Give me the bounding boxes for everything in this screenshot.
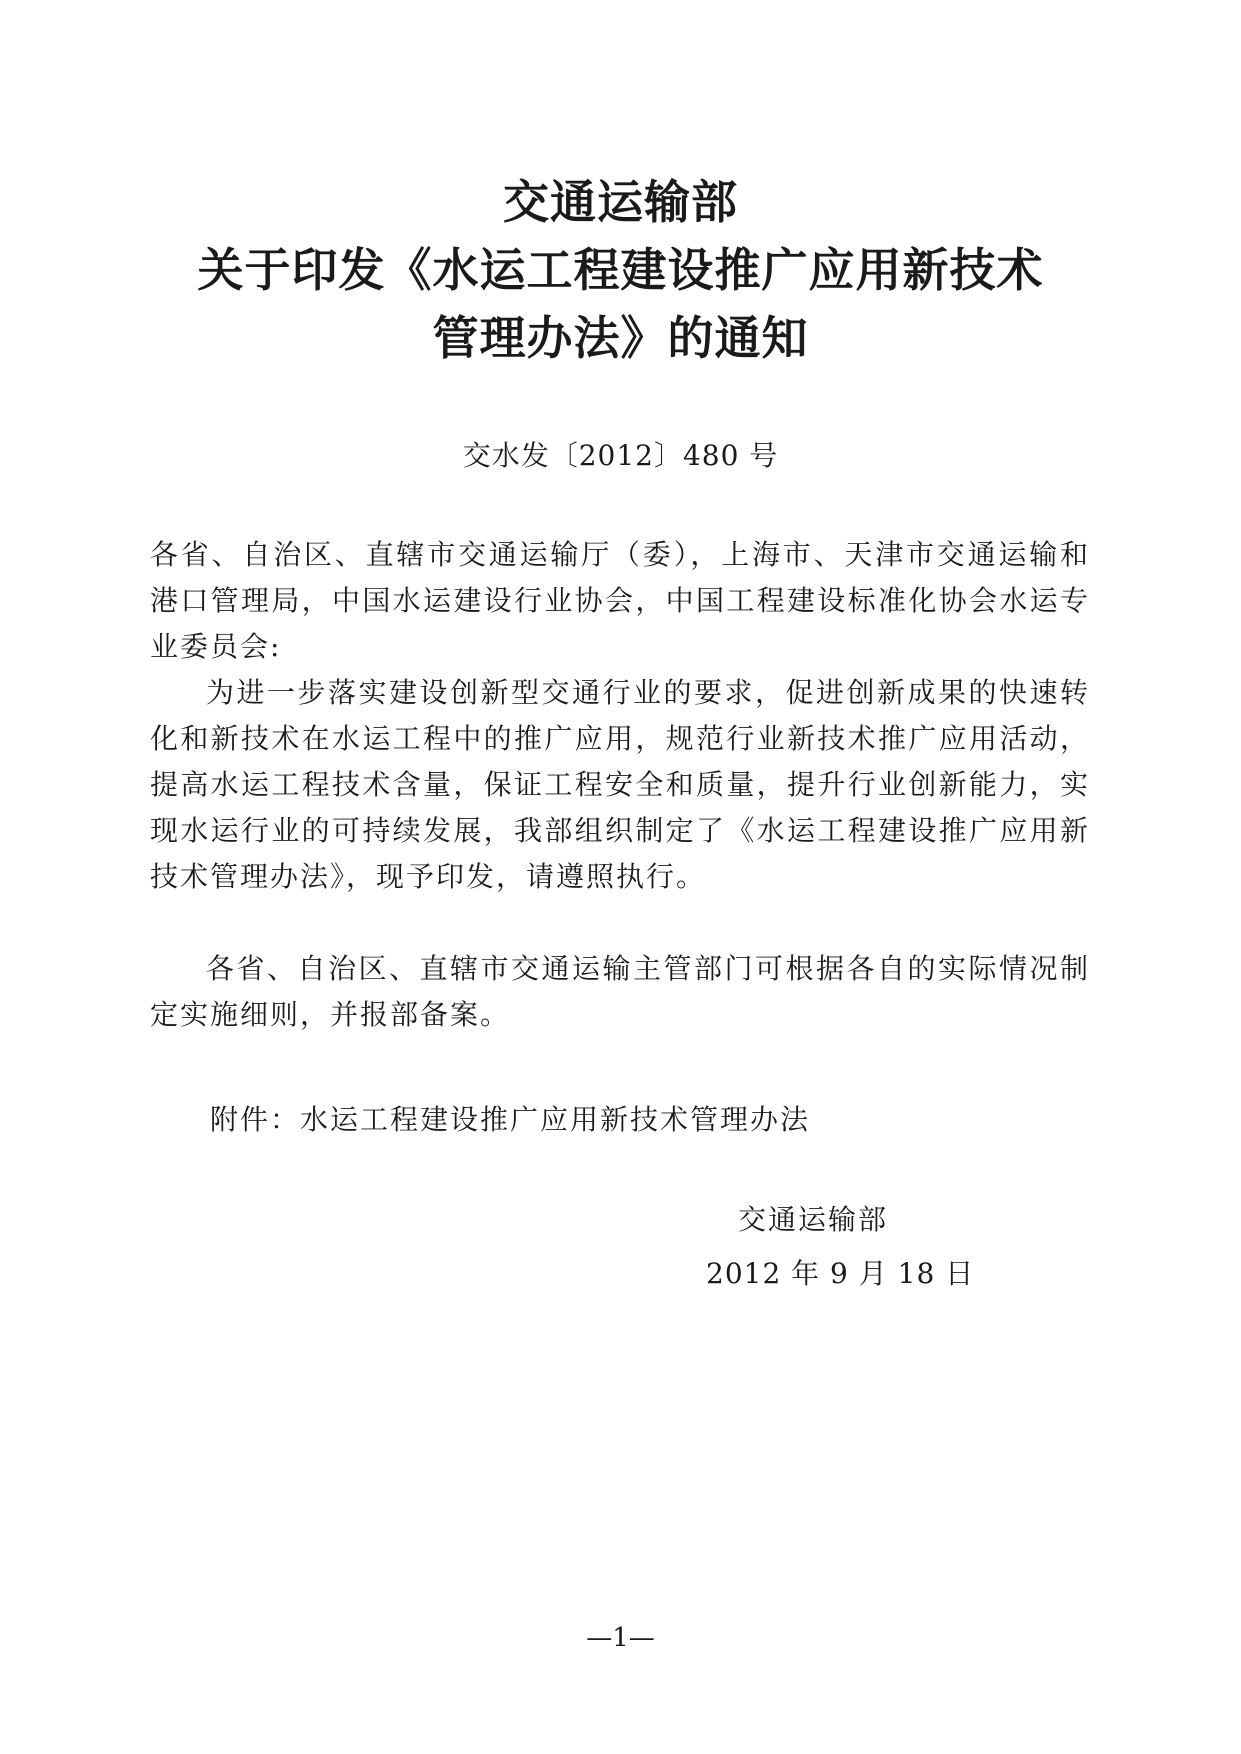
body-paragraph-2: 各省、自治区、直辖市交通运输主管部门可根据各自的实际情况制定实施细则，并报部备案。 [150,952,1090,1031]
addressee: 各省、自治区、直辖市交通运输厅（委），上海市、天津市交通运输和港口管理局，中国水运建设行业协会，中国工程建设标准化协会水运专业委员会: [150,538,1090,663]
title-line-subject-1: 关于印发《水运工程建设推广应用新技术 [197,243,1044,297]
document-number: 交水发〔2012〕480 号 [462,439,779,472]
issue-date: 2012 年 9 月 18 日 [706,1257,975,1290]
issuer-signature: 交通运输部 [738,1203,889,1236]
title-line-issuer: 交通运输部 [503,175,738,229]
attachment-note: 附件：水运工程建设推广应用新技术管理办法 [210,1103,811,1136]
page-number: —1— [586,1623,655,1653]
title-line-subject-2: 管理办法》的通知 [432,311,809,365]
document-title [0,168,1241,372]
body-paragraph-1: 为进一步落实建设创新型交通行业的要求，促进创新成果的快速转化和新技术在水运工程中的推广应用，规范行业新技术推广应用活动，提高水运工程技术含量，保证工程安全和质量，提升行业创新能力，实现水运行业的可持续发展，我部组织制定了《水运工程建设推广应用新技术管理办法》，现予印发，请遵照执行。 [150,676,1090,893]
